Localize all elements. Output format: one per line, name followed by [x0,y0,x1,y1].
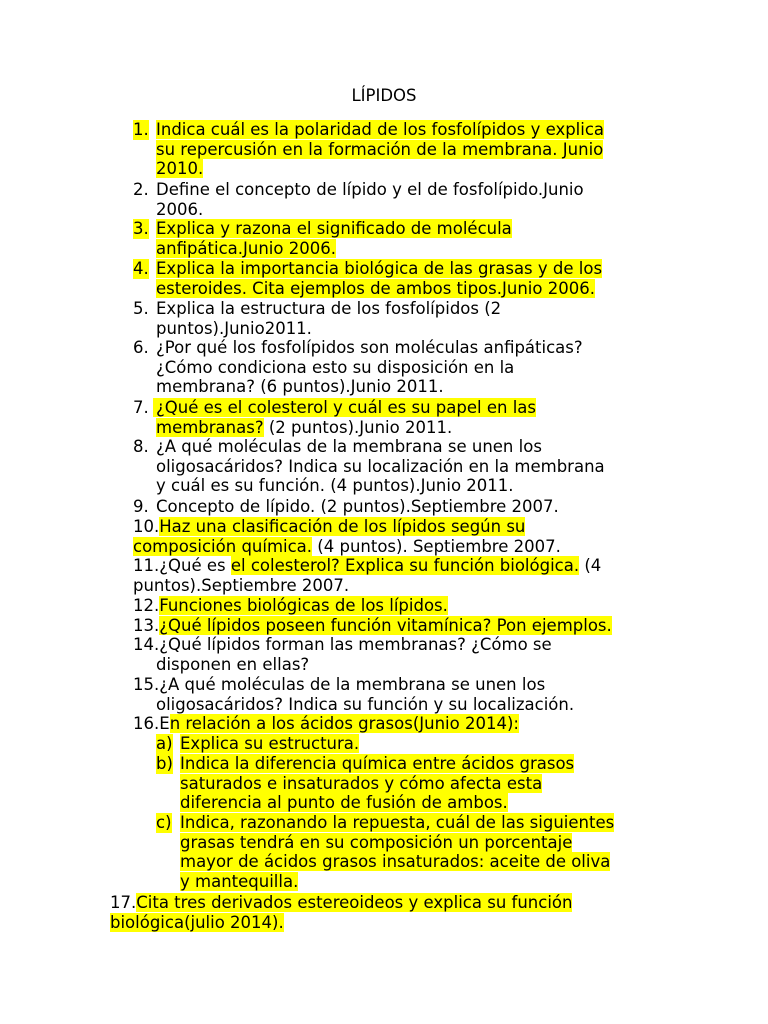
list-item [133,517,561,556]
item-text: ¿Qué lípidos poseen función vitamínica? Pon ejemplos. [159,616,612,635]
item-number: 3. [133,219,149,238]
list-item [133,299,501,338]
item-number: 6. [133,338,149,357]
list-item [133,635,552,674]
item-number: 12. [133,596,160,615]
item-text: ¿Qué es [159,556,231,575]
list-item [133,219,512,258]
item-text: (2 puntos).Junio 2011. [263,417,453,437]
item-number: 16. [133,714,160,733]
page-title: LÍPIDOS [351,86,417,105]
item-text: (4 puntos). Septiembre 2007. [312,536,561,556]
item-text: Haz una clasificación de los lípidos según su [159,517,526,536]
item-number: 5. [133,299,149,318]
item-text: ¿A qué moléculas de la membrana se unen los [159,675,546,694]
item-text: biológica(julio 2014). [110,912,284,932]
sub-list-item [156,754,574,813]
item-text: ¿Qué lípidos forman las membranas? ¿Cómo se [159,635,552,654]
item-text: (4 [579,556,602,575]
item-number: 17. [110,893,137,912]
item-text: E [159,714,170,733]
list-item [133,616,612,636]
sub-list-item [156,734,359,754]
item-number: 11. [133,556,160,575]
item-text: membrana? (6 puntos).Junio 2011. [156,377,444,397]
item-number: 10. [133,517,160,536]
item-text: ¿A qué moléculas de la membrana se unen los [156,437,542,456]
list-item [133,437,605,496]
list-item [133,714,519,734]
item-text: diferencia al punto de fusión de ambos. [180,793,508,813]
item-text: membranas? [156,417,264,437]
item-text: anfipática.Junio 2006. [156,238,336,258]
item-number: 14. [133,635,160,654]
item-number: a) [156,734,173,753]
item-text: puntos).Junio2011. [156,318,312,338]
item-text: ¿Qué es el colesterol y cuál es su papel en las [153,398,536,417]
item-text: saturados e insaturados y cómo afecta esta [180,773,543,793]
item-text: su repercusión en la formación de la membrana. Junio [156,139,604,159]
item-number: b) [156,754,173,773]
item-text: oligosacáridos? Indica su localización en la membrana [156,456,605,476]
item-text: ¿Cómo condiciona esto su disposición en la [156,357,515,377]
item-number: 8. [133,437,149,456]
list-item [133,259,602,298]
item-number: 15. [133,675,160,694]
item-text: grasas tendrá en su composición un porcentaje [180,832,573,852]
item-text: 2010. [156,159,204,179]
item-text: Define el concepto de lípido y el de fosfolípido.Junio [156,180,584,199]
item-text: n relación a los ácidos grasos(Junio 2014): [169,714,519,733]
item-text: y mantequilla. [180,872,299,892]
item-text: Explica la estructura de los fosfolípidos (2 [156,299,502,318]
item-text: 2006. [156,199,204,219]
sub-list-item [156,813,614,892]
item-text: Funciones biológicas de los lípidos. [159,596,448,615]
list-item [133,497,559,517]
item-text: Indica cuál es la polaridad de los fosfolípidos y explica [156,120,605,139]
item-text: Cita tres derivados estereoideos y explica su función [136,893,573,912]
item-number: 1. [133,120,149,139]
item-text: disponen en ellas? [156,654,310,674]
item-text: el colesterol? Explica su función biológica. [230,556,580,575]
item-text: esteroides. Cita ejemplos de ambos tipos.Junio 2006. [156,278,595,298]
item-text: Explica la importancia biológica de las grasas y de los [156,259,603,278]
list-item [133,556,601,595]
item-number: 7. [133,398,149,417]
list-item [133,675,574,714]
item-text: Concepto de lípido. (2 puntos).Septiembre 2007. [156,497,559,516]
item-text: Indica la diferencia química entre ácidos grasos [180,754,575,773]
item-number: 2. [133,180,149,199]
item-number: 4. [133,259,149,278]
item-number: 13. [133,616,160,635]
list-item [133,398,536,437]
item-number: c) [156,813,172,832]
list-item [133,596,448,616]
item-text: Explica su estructura. [180,734,360,753]
item-text: mayor de ácidos grasos insaturados: aceite de oliva [180,852,611,872]
list-item [133,180,584,219]
item-number: 9. [133,497,149,516]
list-item [133,120,604,179]
list-item [110,893,572,932]
item-text: Explica y razona el significado de molécula [156,219,512,238]
item-text: ¿Por qué los fosfolípidos son moléculas anfipáticas? [156,338,583,357]
item-text: y cuál es su función. (4 puntos).Junio 2011. [156,476,514,496]
list-item [133,338,583,397]
item-text: composición química. [133,536,313,556]
item-text: Indica, razonando la repuesta, cuál de las siguientes [180,813,615,832]
item-text: oligosacáridos? Indica su función y su localización. [156,694,575,714]
item-text: puntos).Septiembre 2007. [133,575,350,595]
